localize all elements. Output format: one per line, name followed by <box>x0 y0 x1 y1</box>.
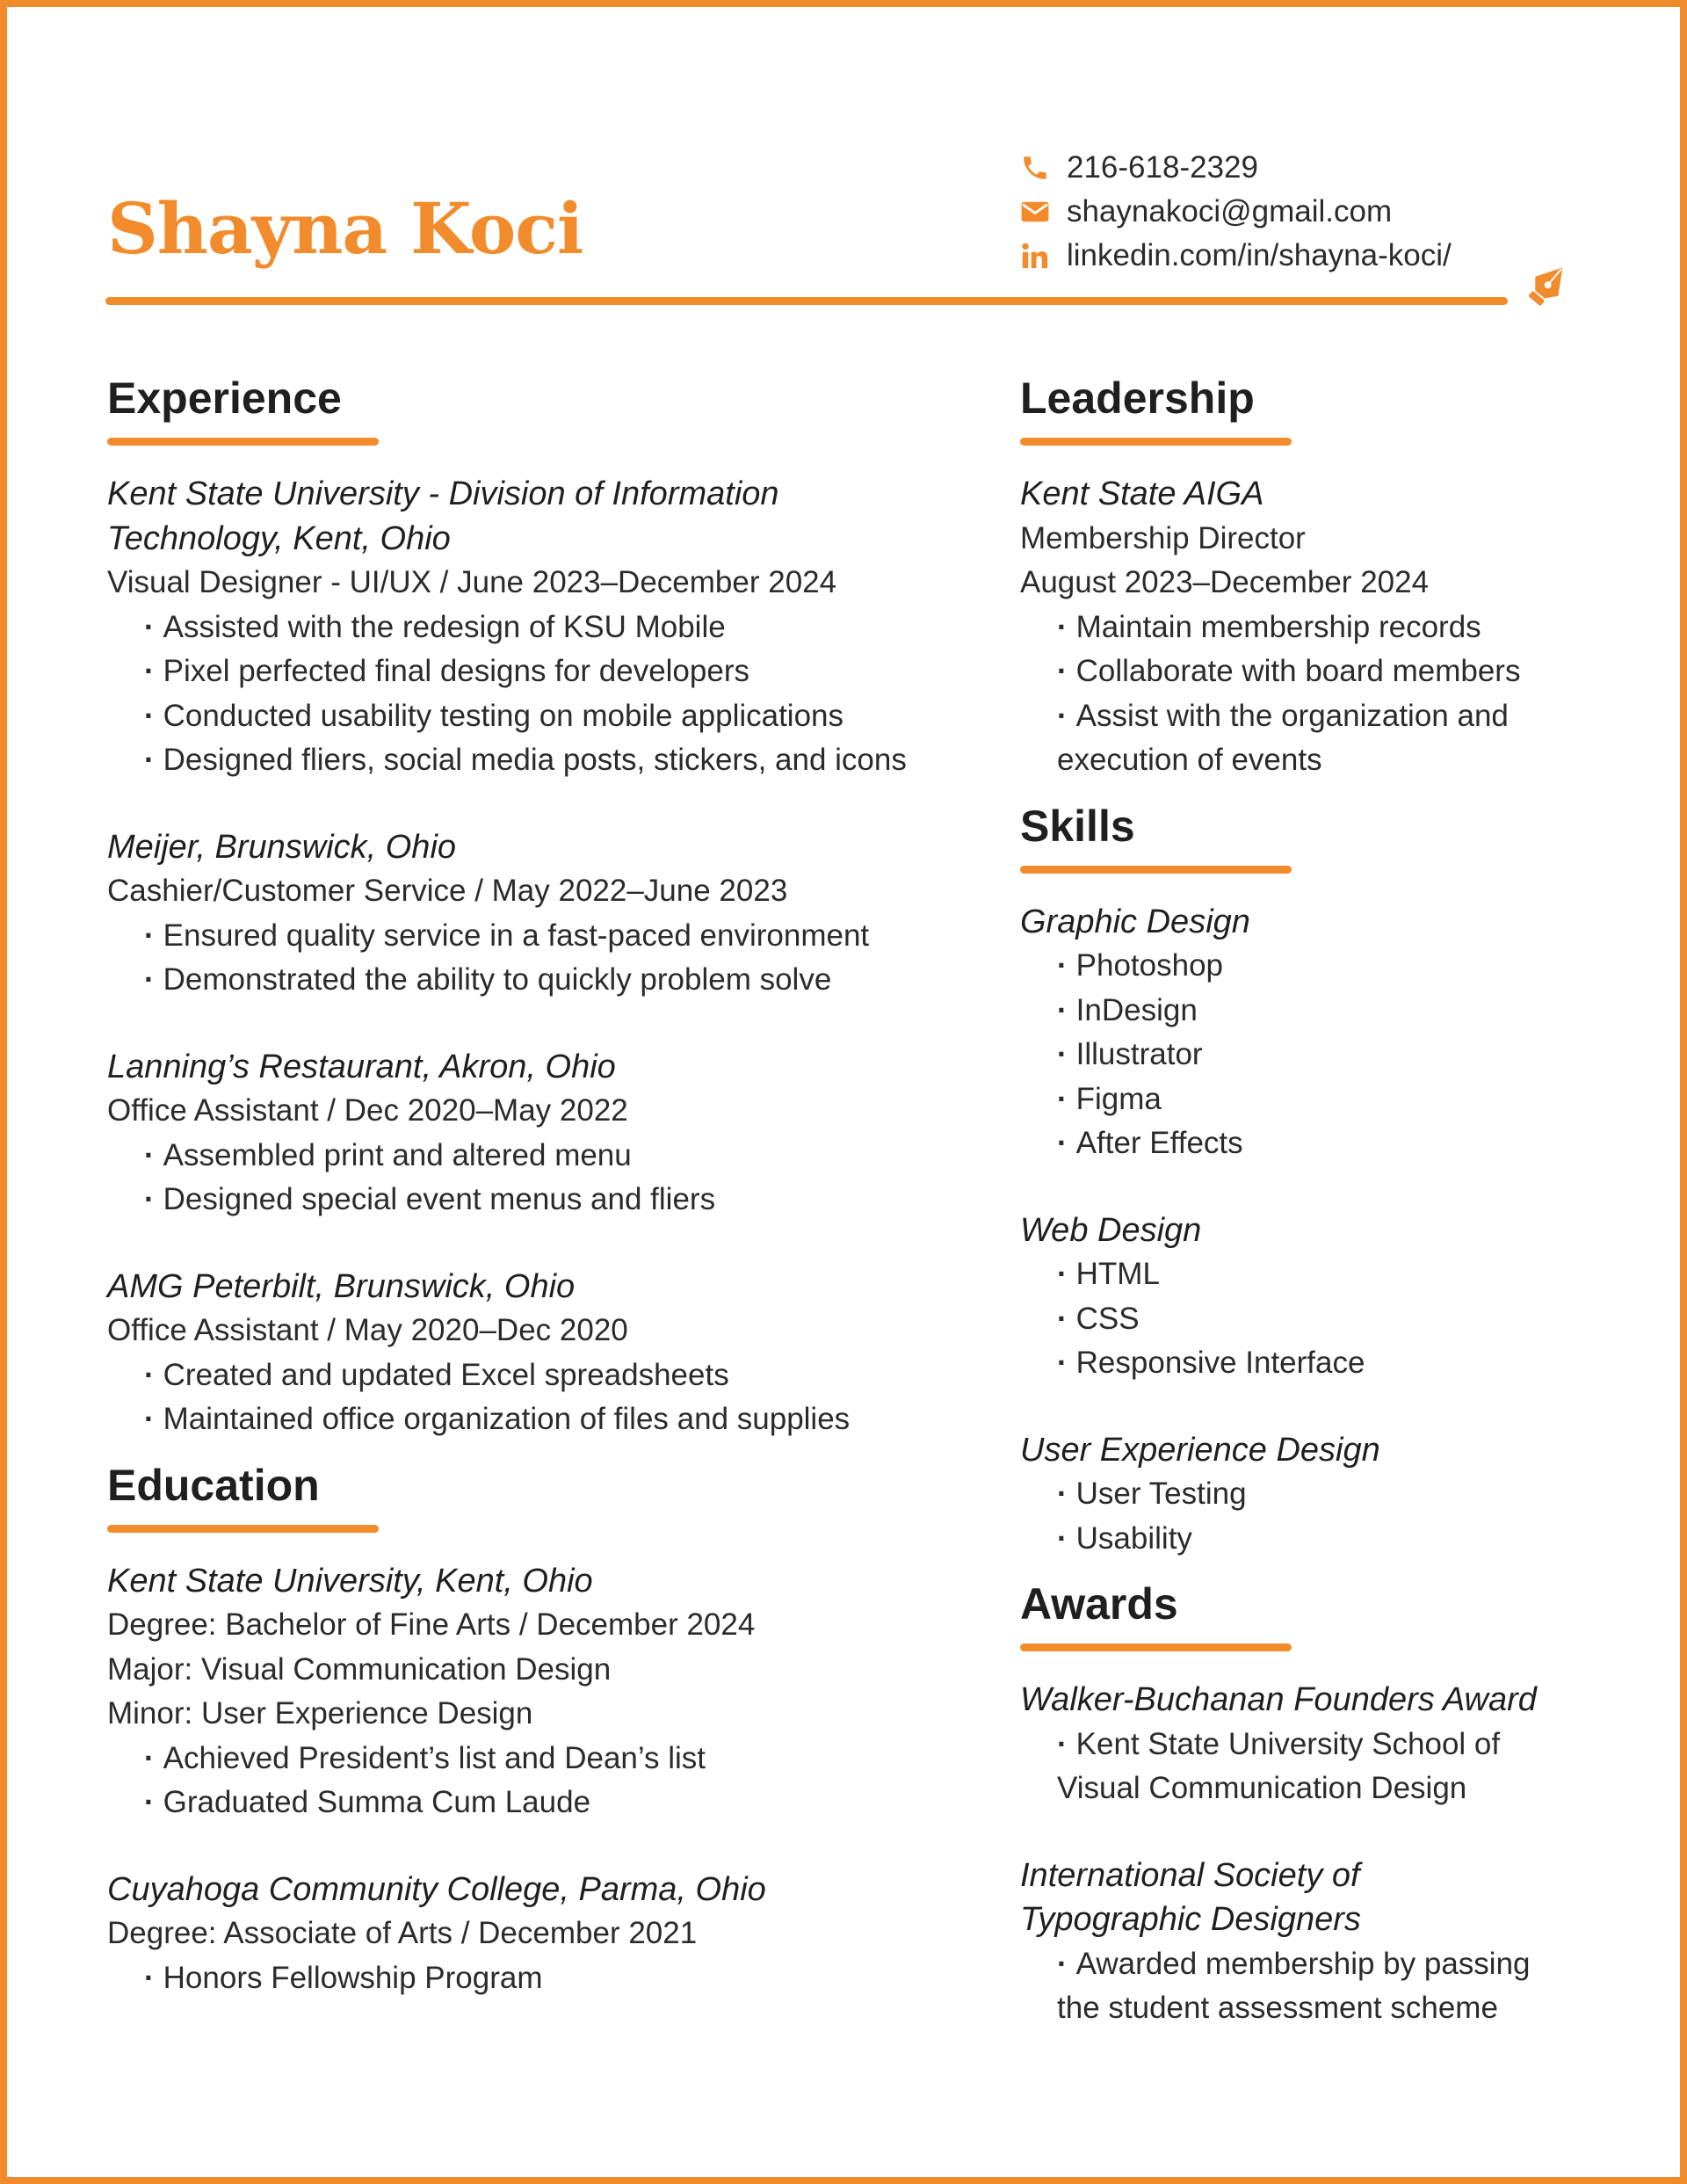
leadership-bullet: · Collaborate with board members <box>1020 649 1600 694</box>
job-bullet: · Assembled print and altered menu <box>107 1134 986 1179</box>
contact-linkedin <box>1017 234 1452 278</box>
school-entry <box>107 1559 986 1825</box>
skill-item: · CSS <box>1020 1297 1600 1342</box>
school-bullet: · Honors Fellowship Program <box>107 1956 986 2001</box>
awards-underline <box>1020 1643 1292 1651</box>
mail-icon <box>1017 194 1053 229</box>
school-major: Major: Visual Communication Design <box>107 1651 612 1687</box>
contact-email <box>1017 190 1452 234</box>
job-org: Kent State University - Division of Information <box>107 475 779 512</box>
email-text[interactable]: shaynakoci@gmail.com <box>1067 194 1393 229</box>
contact-phone <box>1017 146 1452 190</box>
education-underline <box>107 1525 379 1533</box>
experience-underline <box>107 438 379 446</box>
linkedin-text[interactable]: linkedin.com/in/shayna-koci/ <box>1067 238 1452 272</box>
leadership-org: Kent State AIGA <box>1020 475 1264 512</box>
job-bullet: · Conducted usability testing on mobile applications <box>107 694 986 739</box>
header-divider <box>105 297 1508 305</box>
job-bullet: · Maintained office organization of files and supplies <box>107 1397 986 1442</box>
job-role: Office Assistant / May 2020–Dec 2020 <box>107 1313 628 1347</box>
job-entry <box>107 472 986 783</box>
job-role: Office Assistant / Dec 2020–May 2022 <box>107 1093 628 1128</box>
school-name: Cuyahoga Community College, Parma, Ohio <box>107 1870 766 1908</box>
leadership-dates: August 2023–December 2024 <box>1020 565 1430 599</box>
contact-block <box>1017 146 1452 278</box>
education-heading: Education <box>107 1460 320 1510</box>
phone-icon <box>1017 150 1053 185</box>
job-role: Cashier/Customer Service / May 2022–June 2023 <box>107 874 788 908</box>
award-name: Walker-Buchanan Founders Award <box>1020 1681 1537 1718</box>
job-entry <box>107 1045 986 1223</box>
job-org: Meijer, Brunswick, Ohio <box>107 828 457 866</box>
award-name: International Society of <box>1020 1856 1360 1894</box>
award-detail-cont: the student assessment scheme <box>1057 1991 1498 2025</box>
job-bullet: · Ensured quality service in a fast-paced environment <box>107 914 986 959</box>
leadership-bullet: · Assist with the organization and <box>1020 694 1600 739</box>
experience-heading: Experience <box>107 374 342 423</box>
skill-group-name: Graphic Design <box>1020 903 1250 940</box>
skill-group-name: User Experience Design <box>1020 1431 1380 1469</box>
school-bullet: · Graduated Summa Cum Laude <box>107 1781 986 1825</box>
left-column <box>107 367 986 2000</box>
skill-item: · Usability <box>1020 1517 1600 1562</box>
award-detail: · Kent State University School of <box>1020 1723 1600 1767</box>
school-bullet: · Achieved President’s list and Dean’s list <box>107 1737 986 1781</box>
skill-group <box>1020 1428 1600 1562</box>
skill-item: · HTML <box>1020 1252 1600 1297</box>
candidate-name: Shayna Koci <box>107 187 583 270</box>
skill-item: · After Effects <box>1020 1121 1600 1166</box>
job-bullet: · Designed special event menus and fliers <box>107 1178 986 1223</box>
award-name-cont: Typographic Designers <box>1020 1901 1361 1938</box>
skill-item: · InDesign <box>1020 989 1600 1034</box>
skills-heading: Skills <box>1020 801 1135 851</box>
award-detail: · Awarded membership by passing <box>1020 1942 1600 1987</box>
linkedin-icon <box>1017 238 1053 273</box>
job-bullet: · Demonstrated the ability to quickly problem solve <box>107 958 986 1003</box>
right-column <box>1020 367 1600 2031</box>
job-org: Lanning’s Restaurant, Akron, Ohio <box>107 1048 616 1085</box>
leadership-underline <box>1020 438 1292 446</box>
skill-item: · User Testing <box>1020 1472 1600 1517</box>
job-entry <box>107 825 986 1003</box>
job-org-cont: Technology, Kent, Ohio <box>107 519 451 557</box>
skills-underline <box>1020 866 1292 874</box>
skill-item: · Figma <box>1020 1077 1600 1122</box>
award-entry <box>1020 1854 1600 2031</box>
job-bullet: · Created and updated Excel spreadsheets <box>107 1353 986 1398</box>
job-role: Visual Designer - UI/UX / June 2023–December 2024 <box>107 565 837 599</box>
job-org: AMG Peterbilt, Brunswick, Ohio <box>107 1267 576 1305</box>
leadership-bullet: · Maintain membership records <box>1020 606 1600 650</box>
school-degree: Degree: Associate of Arts / December 2021 <box>107 1916 698 1950</box>
awards-heading: Awards <box>1020 1579 1178 1629</box>
leadership-heading: Leadership <box>1020 374 1255 423</box>
leadership-role: Membership Director <box>1020 520 1306 555</box>
leadership-bullet-cont: execution of events <box>1057 743 1322 777</box>
skill-item: · Illustrator <box>1020 1033 1600 1077</box>
job-bullet: · Designed fliers, social media posts, stickers, and icons <box>107 738 986 783</box>
job-bullet: · Pixel perfected final designs for developers <box>107 649 986 694</box>
skill-group-name: Web Design <box>1020 1211 1202 1249</box>
pen-tool-icon <box>1520 258 1575 313</box>
skill-item: · Responsive Interface <box>1020 1341 1600 1386</box>
school-degree: Degree: Bachelor of Fine Arts / December 2024 <box>107 1607 756 1642</box>
phone-text[interactable]: 216-618-2329 <box>1067 150 1258 185</box>
job-bullet: · Assisted with the redesign of KSU Mobile <box>107 606 986 650</box>
school-name: Kent State University, Kent, Ohio <box>107 1562 593 1600</box>
leadership-entry <box>1020 472 1600 783</box>
award-entry <box>1020 1678 1600 1811</box>
school-entry <box>107 1868 986 2001</box>
skill-group <box>1020 900 1600 1166</box>
skill-group <box>1020 1208 1600 1386</box>
job-entry <box>107 1265 986 1442</box>
award-detail-cont: Visual Communication Design <box>1057 1771 1467 1805</box>
skill-item: · Photoshop <box>1020 944 1600 989</box>
school-minor: Minor: User Experience Design <box>107 1696 533 1731</box>
